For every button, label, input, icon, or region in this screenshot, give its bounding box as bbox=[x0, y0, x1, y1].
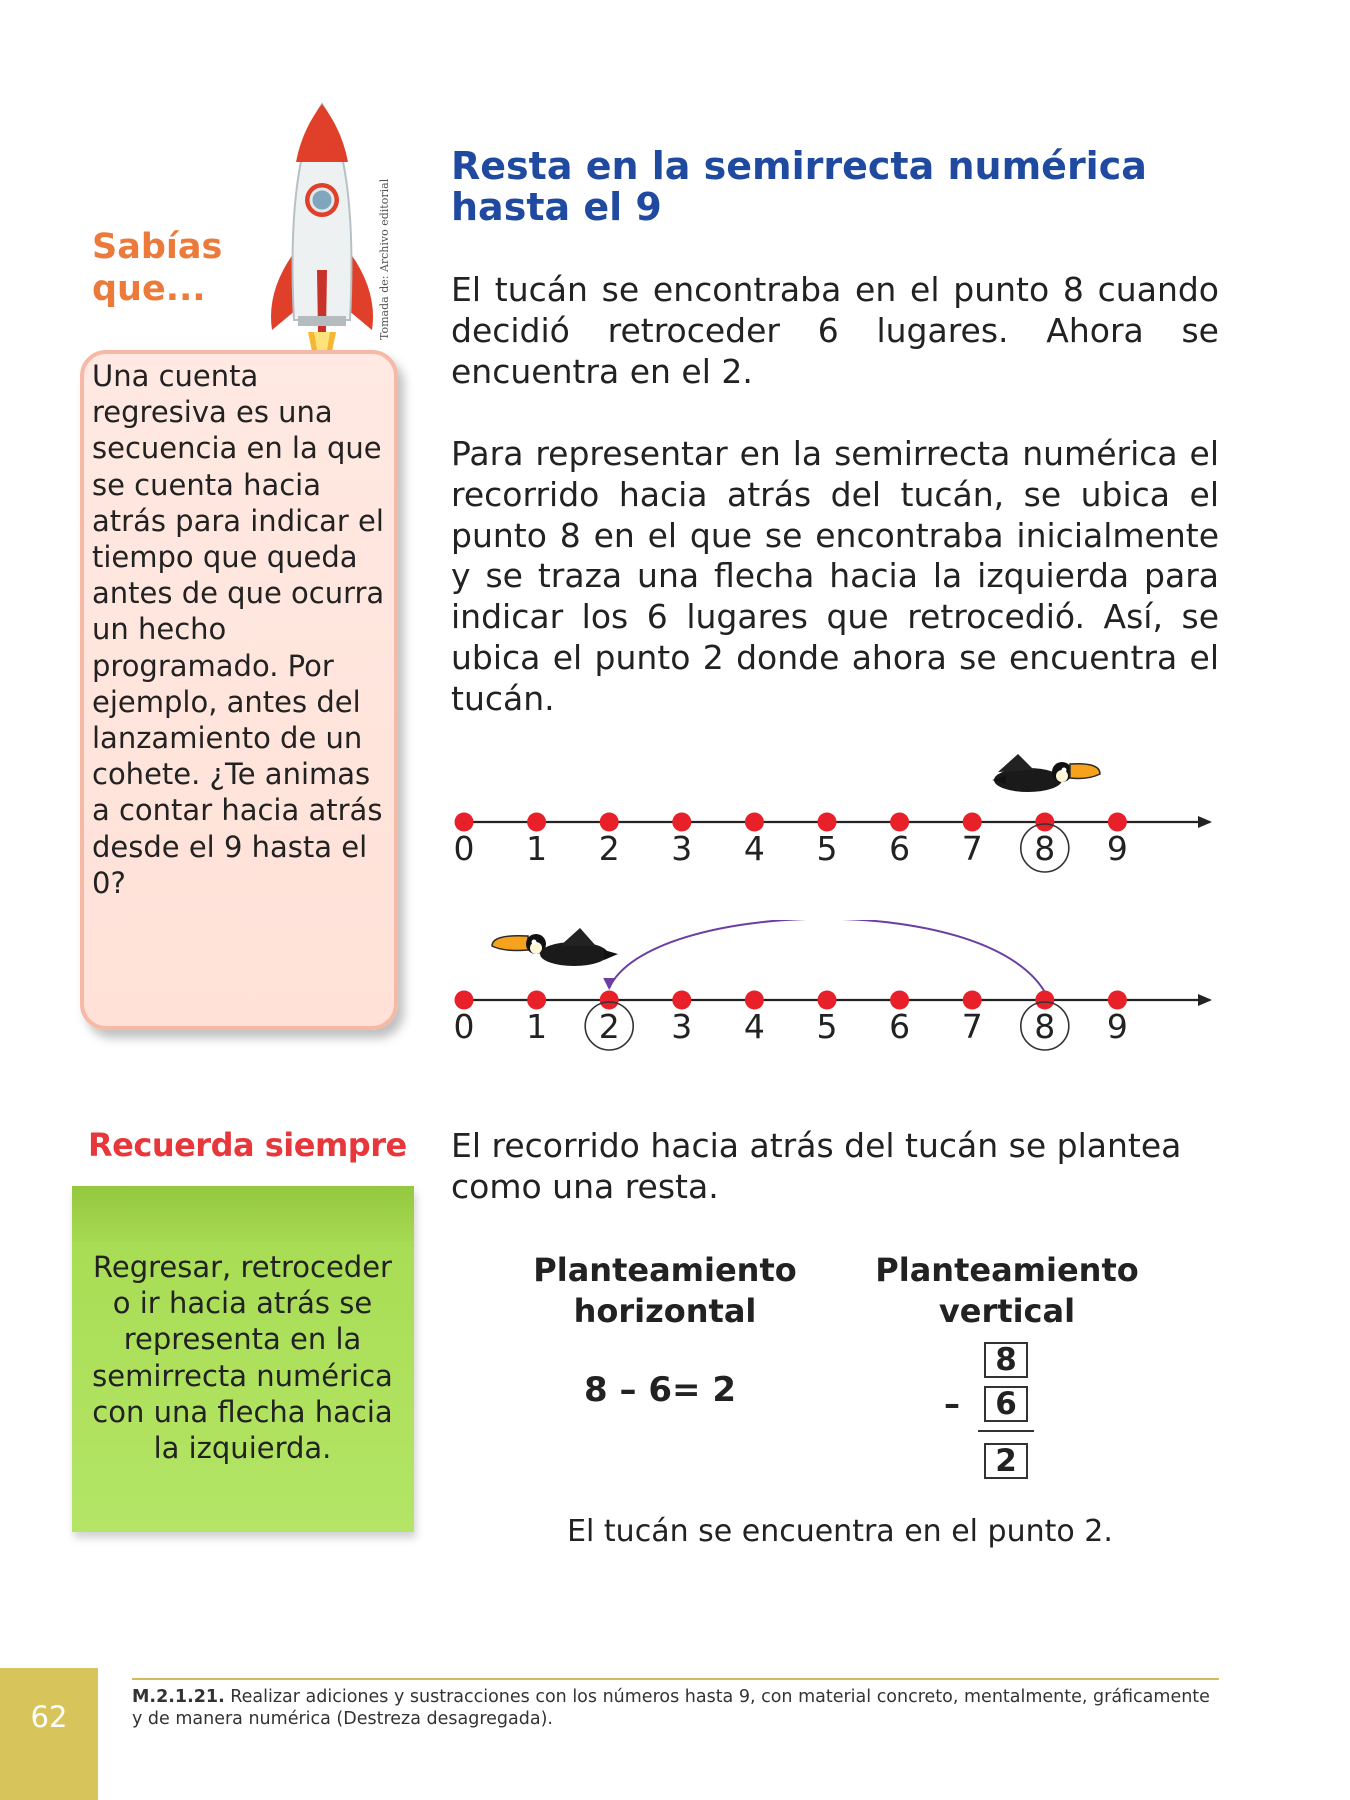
number-line-label: 1 bbox=[526, 829, 548, 868]
number-line-label: 6 bbox=[889, 1007, 911, 1046]
vertical-result-line bbox=[978, 1430, 1034, 1432]
equation-horizontal: 8 – 6= 2 bbox=[584, 1370, 736, 1410]
page-number: 62 bbox=[30, 1700, 68, 1734]
number-line-label: 2 bbox=[598, 1007, 620, 1046]
vertical-subtrahend: 6 bbox=[984, 1386, 1028, 1422]
number-line-label: 6 bbox=[889, 829, 911, 868]
toucan-icon bbox=[992, 754, 1100, 792]
number-line-label: 7 bbox=[961, 829, 983, 868]
skill-description: Realizar adiciones y sustracciones con los números hasta 9, con material concreto, mentalmente, gráficamente y de manera numérica (Destreza desagregada). bbox=[132, 1687, 1210, 1729]
number-line-arrowhead bbox=[1198, 816, 1212, 828]
number-line-label: 0 bbox=[453, 829, 475, 868]
paragraph-explanation: Para representar en la semirrecta numérica el recorrido hacia atrás del tucán, se ubica el punto 8 en el que se encontraba inicialmente y se traza una flecha hacia la izquierda para indicar los 6 lugares que retrocedió. Así, se ubica el punto 2 donde ahora se encuentra el tucán. bbox=[451, 434, 1219, 718]
recuerda-siempre-text: Regresar, retroceder o ir hacia atrás se representa en la semirrecta numérica con una flecha hacia la izquierda. bbox=[92, 1250, 393, 1466]
image-credit: Tomada de: Archivo editorial bbox=[378, 178, 391, 340]
footer-skill bbox=[132, 1686, 1219, 1730]
backward-arrow-arc bbox=[609, 920, 1045, 992]
number-line-arrowhead bbox=[1198, 994, 1212, 1006]
minus-sign: – bbox=[944, 1385, 960, 1423]
number-line-label: 4 bbox=[743, 1007, 765, 1046]
number-line-label: 9 bbox=[1106, 829, 1128, 868]
sabias-que-title: Sabías que... bbox=[92, 227, 223, 309]
conclusion-text: El tucán se encuentra en el punto 2. bbox=[567, 1514, 1113, 1549]
recuerda-note-band bbox=[72, 1186, 414, 1242]
backward-arrowhead bbox=[603, 978, 615, 990]
vertical-minuend: 8 bbox=[984, 1342, 1028, 1378]
number-line-label: 1 bbox=[526, 1007, 548, 1046]
paragraph-intro: El tucán se encontraba en el punto 8 cuando decidió retroceder 6 lugares. Ahora se encuentra en el 2. bbox=[451, 270, 1219, 391]
number-line-label: 9 bbox=[1106, 1007, 1128, 1046]
vertical-result: 2 bbox=[984, 1443, 1028, 1479]
number-line-label: 3 bbox=[671, 829, 693, 868]
page-title: Resta en la semirrecta numérica hasta el 9 bbox=[451, 144, 1147, 229]
number-line-label: 3 bbox=[671, 1007, 693, 1046]
number-line-label: 7 bbox=[961, 1007, 983, 1046]
number-line-label: 8 bbox=[1034, 1007, 1056, 1046]
sabias-que-text: Una cuenta regresiva es una secuencia en la que se cuenta hacia atrás para indicar el tiempo que queda antes de que ocurra un hecho programado. Por ejemplo, antes del lanzamiento de un cohete. ¿Te animas a contar hacia atrás desde el 9 hasta el 0? bbox=[92, 359, 385, 900]
paragraph-resta: El recorrido hacia atrás del tucán se plantea como una resta. bbox=[451, 1126, 1182, 1206]
number-line-label: 5 bbox=[816, 1007, 838, 1046]
number-line-label: 8 bbox=[1034, 829, 1056, 868]
toucan-icon bbox=[492, 928, 618, 966]
skill-code: M.2.1.21. bbox=[132, 1687, 225, 1707]
page-tab bbox=[0, 1668, 98, 1800]
number-line-label: 4 bbox=[743, 829, 765, 868]
number-line-start bbox=[440, 742, 1230, 882]
heading-vertical: Planteamiento vertical bbox=[875, 1251, 1139, 1330]
number-line-label: 5 bbox=[816, 829, 838, 868]
footer-divider bbox=[132, 1678, 1219, 1680]
heading-horizontal: Planteamiento horizontal bbox=[533, 1251, 797, 1330]
number-line-label: 0 bbox=[453, 1007, 475, 1046]
number-line-subtraction bbox=[440, 920, 1230, 1060]
number-line-label: 2 bbox=[598, 829, 620, 868]
recuerda-siempre-title: Recuerda siempre bbox=[88, 1126, 407, 1164]
